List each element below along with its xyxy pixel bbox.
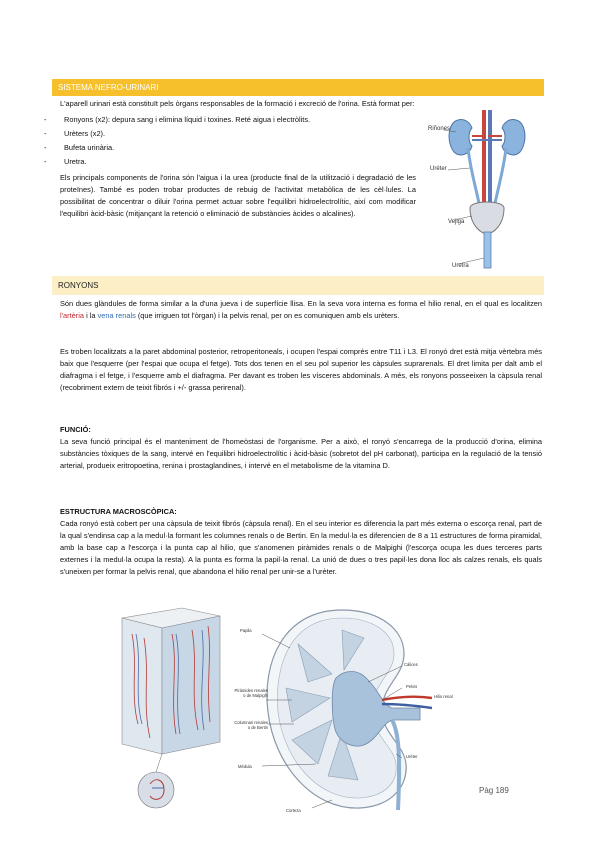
label-papila: Papila bbox=[240, 628, 252, 633]
label-piramides: Pirámides renales o de Malpighi bbox=[234, 688, 268, 698]
label-vejiga: Vejiga bbox=[448, 219, 465, 225]
label-calices: Cálices bbox=[404, 662, 418, 667]
list-item: - Urèters (x2). bbox=[44, 127, 384, 141]
label-ureter: Uréter bbox=[430, 166, 447, 172]
section-title-ronyons: RONYONS bbox=[52, 276, 544, 295]
estructura-heading: ESTRUCTURA MACROSCÒPICA: bbox=[60, 507, 177, 516]
funcio-heading: FUNCIÓ: bbox=[60, 425, 91, 434]
estructura-text: Cada ronyó està cobert per una càpsula de teixit fibrós (càpsula renal). En el seu interior es diferencia la part més externa o escorça renal, part de la qual s'endinsa cap a la medul·la formant les columnes renals o de Bertin. En la medul·la es diferencien de 8 a 11 estructures de forma piramidal, amb la base cap a l'escorça i la punta cap al hilio, que s'anomenen piràmides renals o de Malpighi (l'escorça ocupa les dues terceres parts externes i la medul·la ocupa la resta). A la punta es forma la papil·la renal. La unió de dues o tres papil·les dona lloc als calzes renals, els quals s'uneixen per formar la pelvis renal, que abandona el hilio renal per unir-se a l'urèter. bbox=[60, 519, 542, 576]
label-columnas: Columnas renales o de Bertin bbox=[234, 720, 268, 730]
label-hilio: Hilio renal bbox=[434, 694, 453, 699]
label-ureter-kidney: Uréter bbox=[406, 754, 418, 759]
label-medula: Médula bbox=[238, 764, 252, 769]
vein-term: vena renals bbox=[97, 311, 136, 320]
kidney-cross-section-illustration bbox=[232, 604, 462, 816]
label-uretra: Uretra bbox=[452, 263, 469, 269]
ronyons-paragraph-1: Són dues glàndules de forma similar a la d'una jueva i de superfície llisa. En la seva vora interna es forma el hilio renal, en el qual es localitzen l'artèria i la vena renals (que irriguen tot l'òrgan) i la pelvis renal, per on es comuniquen amb els urèters. bbox=[60, 299, 542, 320]
urinary-system-illustration bbox=[418, 108, 553, 273]
list-item: - Uretra. bbox=[44, 155, 384, 169]
ronyons-paragraph-2: Es troben localitzats a la paret abdominal posterior, retroperitoneals, i ocupen l'espai comprès entre T11 i L3. El ronyó dret està mitja vèrtebra més baix que l'esquerre (per l'espai que ocupa el fetge). Tots dos tenen en el seu pol superior les càpsules suprarenals. El dret limita per dalt amb el diafragma i el fetge, i l'esquerre amb el diafragma. Per davant es troben les vísceres abdominals. A més, els ronyons posseeixen la càpsula renal (recobriment extern de teixit fibrós i +/- grassa perirenal). bbox=[60, 347, 542, 392]
label-rinyons: Riñones bbox=[428, 126, 451, 132]
page-number: Pàg 189 bbox=[479, 786, 509, 795]
kidney-section-figure bbox=[232, 604, 462, 816]
list-item: - Bufeta urinària. bbox=[44, 141, 384, 155]
intro-text: L'aparell urinari està constituït pels òrgans responsables de la formació i excreció de l'orina. Està format per: bbox=[60, 99, 415, 108]
urine-paragraph: Els principals components de l'orina són l'aigua i la urea (producte final de la utilització i degradació de les proteïnes). També es poden trobar productes de rebuig de l'activitat metabòlica de les cèl·lules. La possibilitat de concentrar o diluir l'orina permet actuar sobre l'equilibri hidroelectrolític, així com modificar l'equilibri àcid-bàsic (mitjançant la retenció o eliminació de substàncies àcides o alcalines). bbox=[60, 173, 416, 218]
component-list bbox=[44, 113, 384, 169]
artery-term: l'artèria bbox=[60, 311, 85, 320]
label-pelvis: Pelvis bbox=[406, 684, 418, 689]
urinary-system-figure bbox=[418, 108, 553, 273]
list-item: - Ronyons (x2): depura sang i elimina líquid i toxines. Reté aigua i electròlits. bbox=[44, 113, 384, 127]
section-title-sistema: SISTEMA NEFRO-URINARI bbox=[52, 79, 544, 96]
funcio-text: La seva funció principal és el manteniment de l'homeòstasi de l'organisme. Per a això, el ronyó s'encarrega de la producció d'orina, elimina substàncies tòxiques de la sang, intervé en l'equilibri hidroelectrolític i àcid-bàsic (sobretot del pH carbonat), participa en la regulació de la tensió arterial, produeix eritropoetina, renina i prostaglandines, i intervé en el metabolisme de la vitamina D. bbox=[60, 437, 542, 470]
kidney-block-figure bbox=[112, 604, 232, 816]
label-corteza: Corteza bbox=[286, 808, 301, 813]
kidney-tissue-block-illustration bbox=[112, 604, 232, 816]
